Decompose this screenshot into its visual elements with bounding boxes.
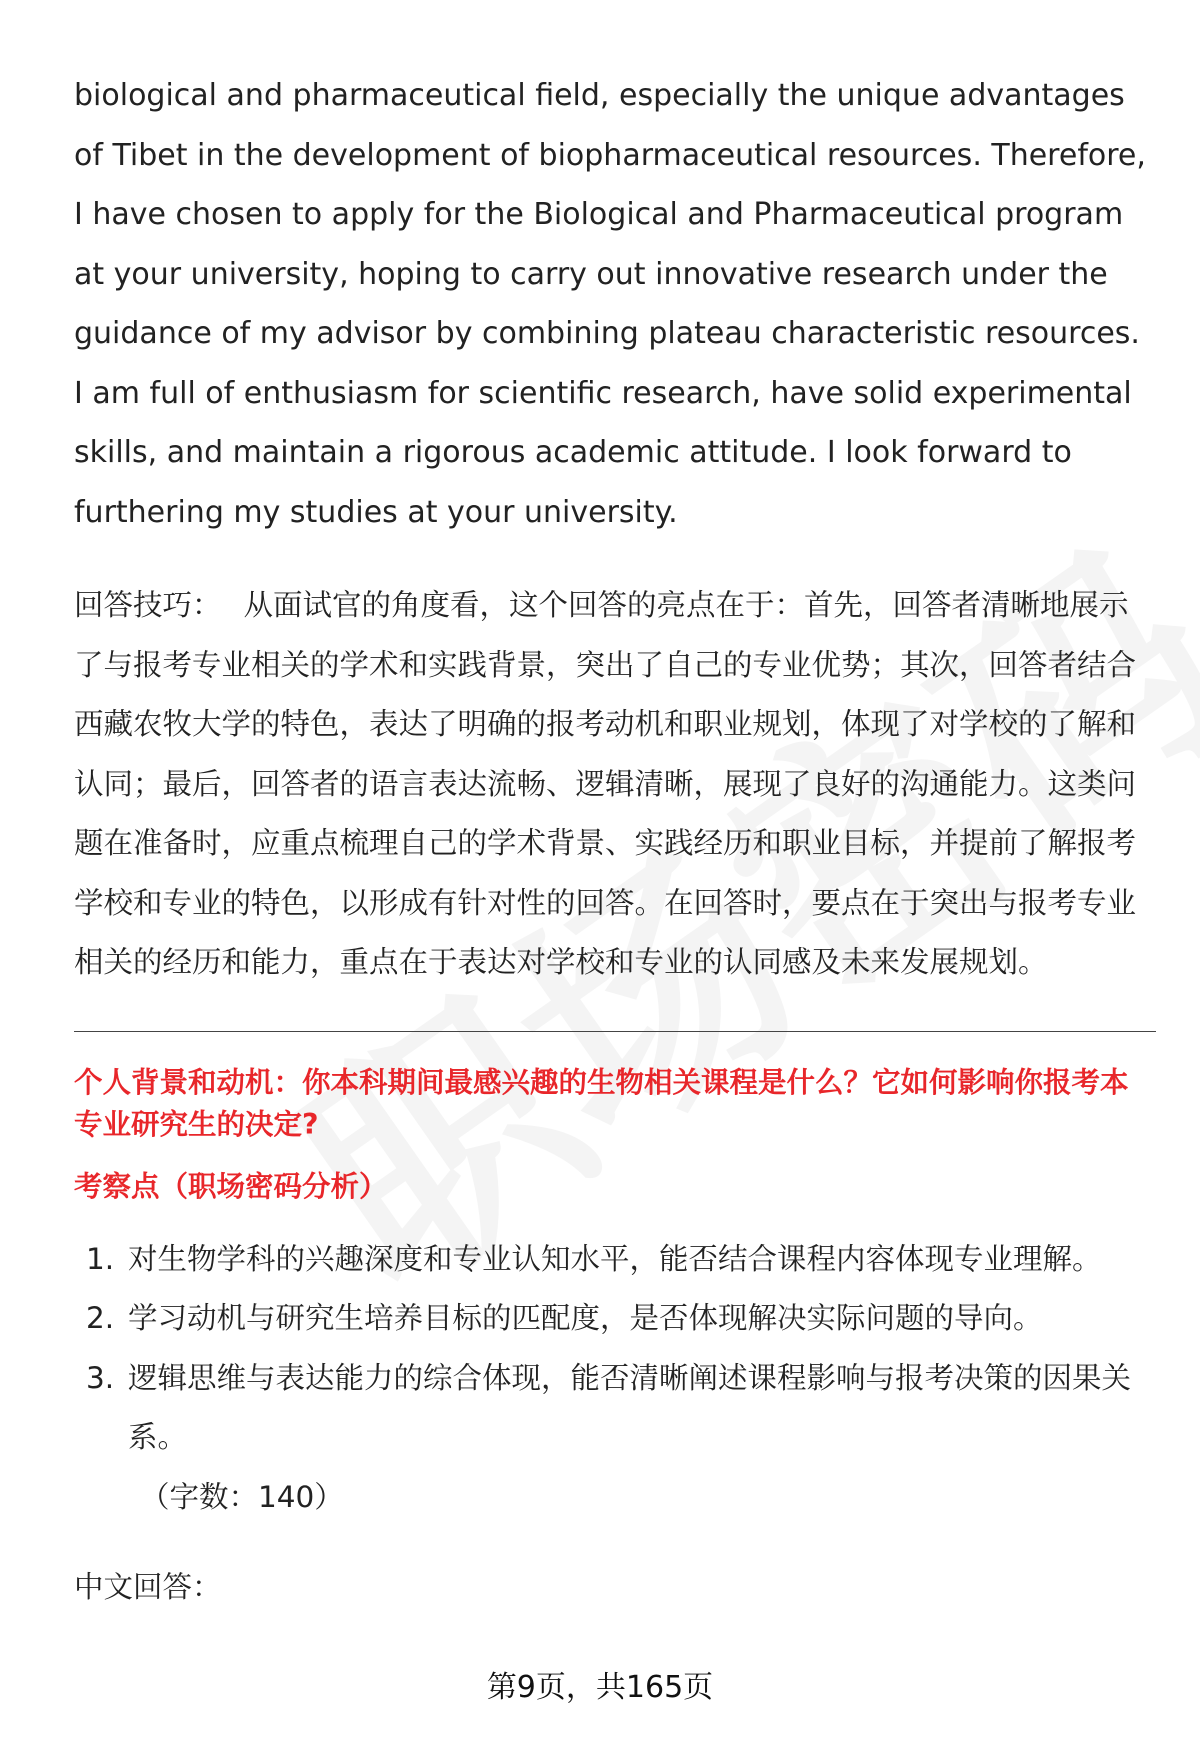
- list-item-text: 逻辑思维与表达能力的综合体现，能否清晰阐述课程影响与报考决策的因果关系。: [128, 1360, 1132, 1454]
- list-item-text: 对生物学科的兴趣深度和专业认知水平，能否结合课程内容体现专业理解。: [128, 1241, 1102, 1276]
- answer-tips-text: 从面试官的角度看，这个回答的亮点在于：首先，回答者清晰地展示了与报考专业相关的学术和实践背景，突出了自己的专业优势；其次，回答者结合西藏农牧大学的特色，表达了明确的报考动机和职业规划，体现了对学校的了解和认同；最后，回答者的语言表达流畅、逻辑清晰，展现了良好的沟通能力。这类问题在准备时，应重点梳理自己的学术背景、实践经历和职业目标，并提前了解报考学校和专业的特色，以形成有针对性的回答。在回答时，要点在于突出与报考专业相关的经历和能力，重点在于表达对学校和专业的认同感及未来发展规划。: [74, 588, 1137, 979]
- chinese-answer-label: 中文回答：: [74, 1569, 222, 1604]
- list-item-number: 1.: [86, 1241, 115, 1276]
- list-item: [74, 1289, 1156, 1349]
- assessment-points-list: [74, 1230, 1156, 1468]
- list-item-text: 学习动机与研究生培养目标的匹配度，是否体现解决实际问题的导向。: [128, 1301, 1043, 1335]
- list-item-number: 3.: [86, 1360, 115, 1395]
- assessment-points-heading: 考察点（职场密码分析）: [74, 1169, 388, 1203]
- character-count: （字数：140）: [140, 1479, 344, 1514]
- question-heading: 个人背景和动机：你本科期间最感兴趣的生物相关课程是什么？它如何影响你报考本专业研究生的决定?: [74, 1065, 1129, 1141]
- answer-tips-label: 回答技巧：: [74, 588, 222, 622]
- page-number-footer: 第9页，共165页: [486, 1670, 714, 1705]
- english-answer-paragraph: biological and pharmaceutical field, especially the unique advantages of Tibet in the development of biopharmaceutical resources. Therefore, I have chosen to apply for the Biological and Pharmaceutical program at your university, hoping to carry out innovative research under the guidance of my advisor by combining plateau characteristic resources. I am full of enthusiasm for scientific research, have solid experimental skills, and maintain a rigorous academic attitude. I look forward to furthering my studies at your university.: [74, 78, 1146, 530]
- section-divider: [74, 1031, 1156, 1032]
- list-item: [74, 1230, 1156, 1290]
- list-item: [74, 1349, 1156, 1468]
- answer-tips-paragraph: [74, 576, 1156, 993]
- list-item-number: 2.: [86, 1301, 115, 1335]
- document-page: [74, 66, 1156, 1617]
